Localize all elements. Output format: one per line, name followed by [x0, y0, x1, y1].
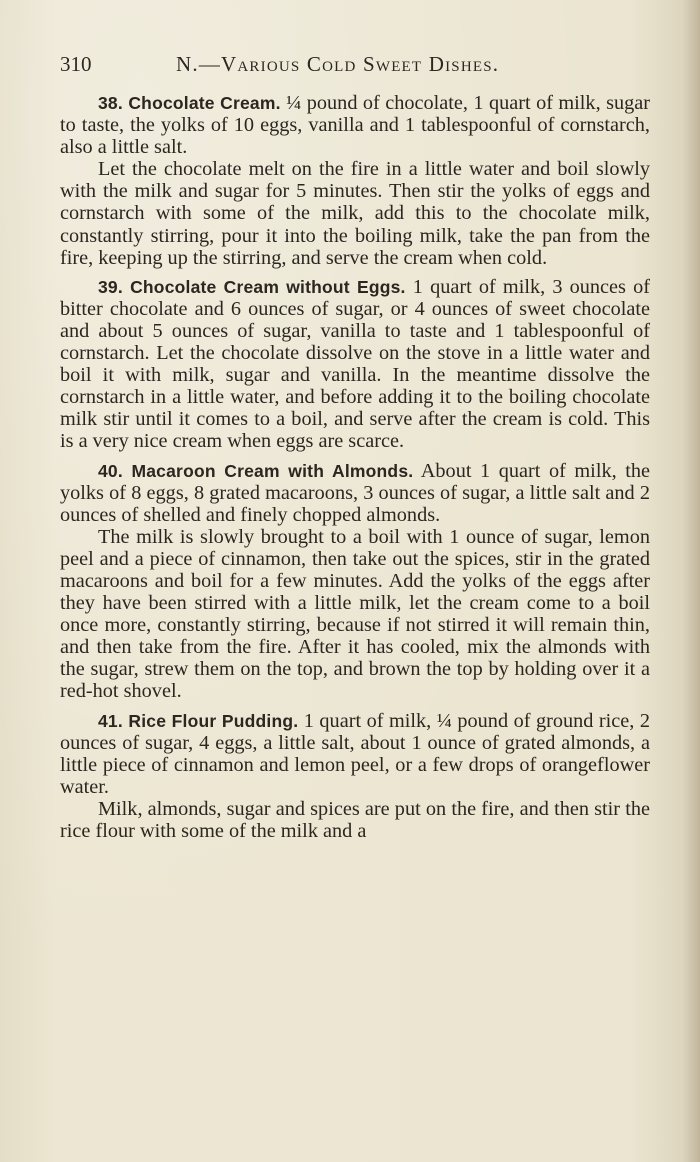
recipe-intro: 1 quart of milk, ¼ pound of ground rice, 2 ounces of sugar, 4 eggs, a little salt, about 1 ounce of grated almonds, a little piece of cinnamon and lemon peel, or a few drops of orangeflower water. — [60, 709, 650, 798]
recipe-paragraph: The milk is slowly brought to a boil with 1 ounce of sugar, lemon peel and a piece of cinnamon, then take out the spices, stir in the grated macaroons and boil for a few minutes. Add the yolks of the eggs after they have been stirred with a little milk, let the cream come to a boil once more, constantly stirring, because if not stirred it will remain thin, and then take from the fire. After it has cooled, mix the almonds with the sugar, strew them on the top, and brown the top by holding over it a red-hot shovel. — [60, 525, 650, 703]
page-header — [60, 52, 650, 86]
page-edge-shadow — [682, 0, 700, 1162]
recipe-paragraph: Milk, almonds, sugar and spices are put on the fire, and then stir the rice flour with some of the milk and a — [60, 797, 650, 842]
recipe-41 — [60, 710, 650, 843]
recipe-intro-paragraph — [60, 92, 650, 158]
recipe-heading: 39. Chocolate Cream without Eggs. — [98, 276, 406, 297]
page-number: 310 — [60, 52, 92, 76]
recipe-40 — [60, 460, 650, 703]
recipe-intro-paragraph — [60, 710, 650, 798]
recipe-38 — [60, 92, 650, 269]
recipe-intro-paragraph — [60, 460, 650, 526]
page-content — [60, 92, 650, 849]
recipe-heading: 40. Macaroon Cream with Almonds. — [98, 460, 414, 481]
recipe-intro-paragraph — [60, 276, 650, 453]
recipe-intro: 1 quart of milk, 3 ounces of bitter chocolate and 6 ounces of sugar, or 4 ounces of sweet chocolate and about 5 ounces of sugar, vanilla to taste and 1 tablespoonful of cornstarch. Let the chocolate dissolve on the stove in a little water and boil it with milk, sugar and vanilla. In the meantime dissolve the cornstarch in a little water, and before adding it to the boiling chocolate milk stir until it comes to a boil, and serve after the cream is cold. This is a very nice cream when eggs are scarce. — [60, 275, 650, 453]
running-title: N.—Various Cold Sweet Dishes. — [176, 52, 500, 76]
recipe-intro: ¼ pound of chocolate, 1 quart of milk, sugar to taste, the yolks of 10 eggs, vanilla and 1 tablespoonful of cornstarch, also a little salt. — [60, 92, 651, 159]
recipe-heading: 38. Chocolate Cream. — [98, 93, 281, 113]
recipe-intro: About 1 quart of milk, the yolks of 8 eggs, 8 grated macaroons, 3 ounces of sugar, a little salt and 2 ounces of shelled and finely chopped almonds. — [60, 459, 650, 526]
recipe-39 — [60, 276, 650, 453]
recipe-paragraph: Let the chocolate melt on the fire in a little water and boil slowly with the milk and sugar for 5 minutes. Then stir the yolks of eggs and cornstarch with some of the milk, add this to the chocolate milk, constantly stirring, pour it into the boiling milk, take the pan from the fire, keeping up the stirring, and serve the cream when cold. — [60, 158, 650, 269]
recipe-heading: 41. Rice Flour Pudding. — [98, 710, 299, 731]
